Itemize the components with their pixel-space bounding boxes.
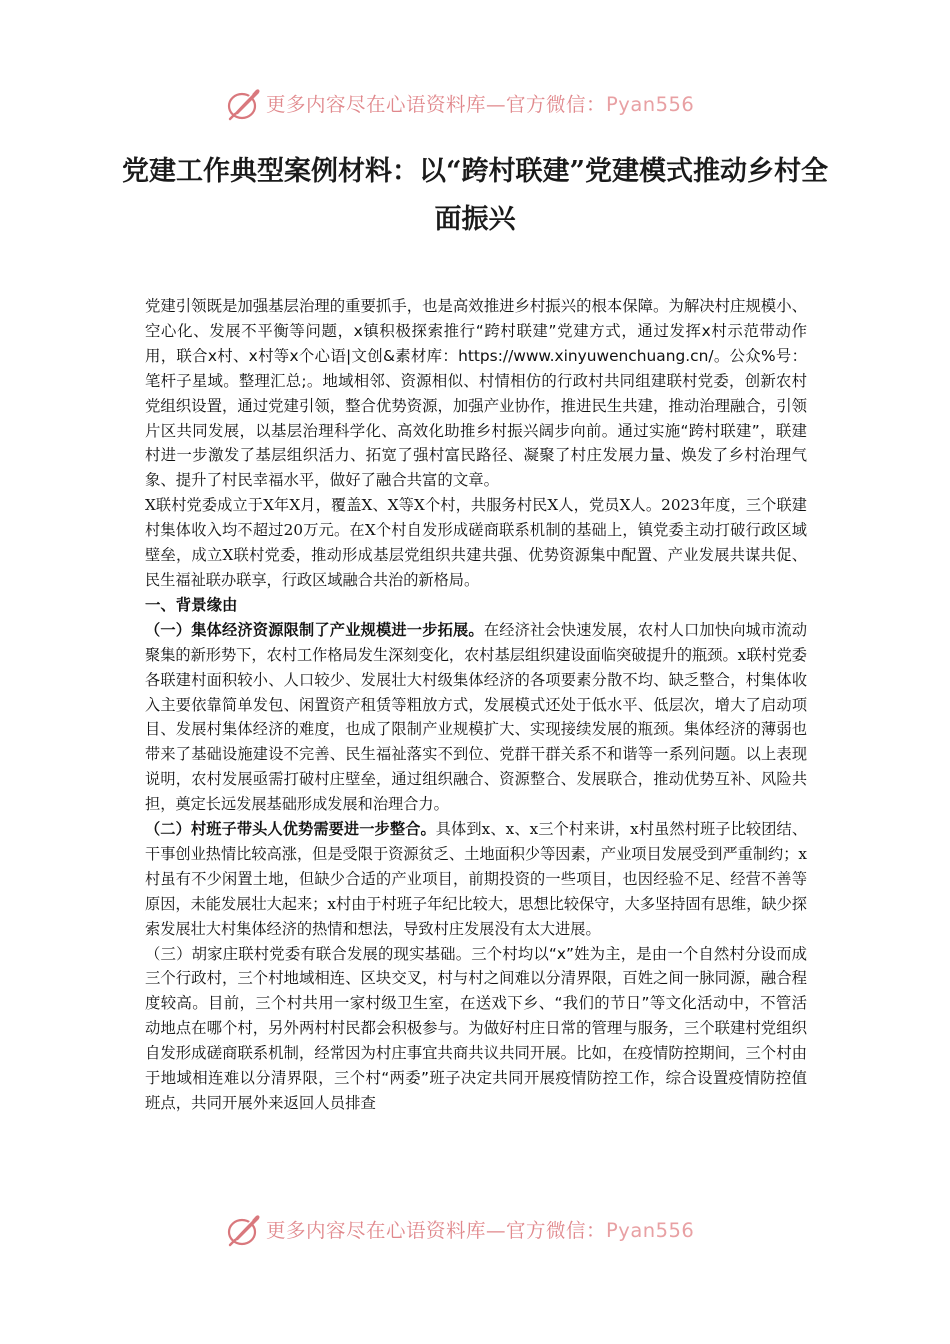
paragraph-foundation: （三）胡家庄联村党委有联合发展的现实基础。三个村均以“x”姓为主，是由一个自然村分设而成三个行政村，三个村地域相连、区块交叉，村与村之间难以分清界限，百姓之间一脉同源，融合程度较高。目前，三个村共用一家村级卫生室，在送戏下乡、“我们的节日”等文化活动中，不管活动地点在哪个村，另外两村村民都会积极参与。为做好村庄日常的管理与服务，三个联建村党组织自发形成磋商联系机制，经常因为村庄事宜共商共议共同开展。比如，在疫情防控期间，三个村由于地域相连难以分清界限，三个村“两委”班子决定共同开展疫情防控工作，综合设置疫情防控值班点，共同开展外来返回人员排查 <box>145 944 807 1112</box>
watermark-handle: Pyan556 <box>606 1219 695 1242</box>
paragraph-leaders-text: 具体到x、x、x三个村来讲，x村虽然村班子比较团结、干事创业热情比较高涨，但是受限于资源贫乏、土地面积少等因素，产业项目发展受到严重制约；x村虽有不少闲置土地，但缺少合适的产业项目，前期投资的一些项目，也因经验不足、经营不善等原因，未能发展壮大起来；x村由于村班子年纪比较大，思想比较保守，大多坚持固有思维，缺少探索发展壮大村集体经济的热情和想法，导致村庄发展没有太大进展。 <box>145 820 808 938</box>
watermark-text <box>266 1215 694 1243</box>
paragraph-leaders <box>145 817 807 942</box>
quill-logo-icon <box>226 86 262 122</box>
quill-logo-icon <box>226 1212 262 1248</box>
paragraph-resources-lead: （一）集体经济资源限制了产业规模进一步拓展。 <box>145 620 484 639</box>
watermark-banner-bottom <box>0 1210 950 1250</box>
document-body <box>145 294 807 1116</box>
paragraph-resources-text: 在经济社会快速发展，农村人口加快向城市流动聚集的新形势下，农村工作格局发生深刻变化，农村基层组织建设面临突破提升的瓶颈。x联村党委各联建村面积较小、人口较少、发展壮大村级集体经济的各项要素分散不均、缺乏整合，村集体收入主要依靠简单发包、闲置资产租赁等粗放方式，发展模式还处于低水平、低层次，增大了启动项目、发展村集体经济的难度，也成了限制产业规模扩大、实现接续发展的瓶颈。集体经济的薄弱也带来了基础设施建设不完善、民生福祉落实不到位、党群干群关系不和谐等一系列问题。以上表现说明，农村发展亟需打破村庄壁垒，通过组织融合、资源整合、发展联合，推动优势互补、风险共担，奠定长远发展基础形成发展和治理合力。 <box>145 620 808 814</box>
watermark-label: 更多内容尽在心语资料库—官方微信： <box>266 93 607 116</box>
watermark-label: 更多内容尽在心语资料库—官方微信： <box>266 1219 607 1242</box>
paragraph-leaders-lead: （二）村班子带头人优势需要进一步整合。 <box>145 820 436 839</box>
paragraph-resources <box>145 618 807 817</box>
watermark-handle: Pyan556 <box>606 93 695 116</box>
intro-paragraph: 党建引领既是加强基层治理的重要抓手，也是高效推进乡村振兴的根本保障。为解决村庄规模小、空心化、发展不平衡等问题，x镇积极探索推行“跨村联建”党建方式，通过发挥x村示范带动作用，联合x村、x村等x个心语|文创&素材库：https://www.xinyuwenchuang.cn/。公众%号：笔杆子星域。整理汇总;。地域相邻、资源相似、村情相仿的行政村共同组建联村党委，创新农村党组织设置，通过党建引领，整合优势资源，加强产业协作，推进民生共建，推动治理融合，引领片区共同发展，以基层治理科学化、高效化助推乡村振兴阔步向前。通过实施“跨村联建”，联建村进一步激发了基层组织活力、拓宽了强村富民路径、凝聚了村庄发展力量、焕发了乡村治理气象、提升了村民幸福水平，做好了融合共富的文章。 <box>145 297 807 490</box>
section-heading-background: 一、背景缘由 <box>145 595 238 614</box>
watermark-banner-top <box>0 84 950 124</box>
watermark-text <box>266 89 694 117</box>
page-title: 党建工作典型案例材料：以“跨村联建”党建模式推动乡村全面振兴 <box>121 156 829 235</box>
overview-paragraph: X联村党委成立于X年X月，覆盖X、X等X个村，共服务村民X人，党员X人。2023年度，三个联建村集体收入均不超过20万元。在X个村自发形成磋商联系机制的基础上，镇党委主动打破行政区域壁垒，成立X联村党委，推动形成基层党组织共建共强、优势资源集中配置、产业发展共谋共促、民生福祉联办联享，行政区域融合共治的新格局。 <box>145 496 807 589</box>
